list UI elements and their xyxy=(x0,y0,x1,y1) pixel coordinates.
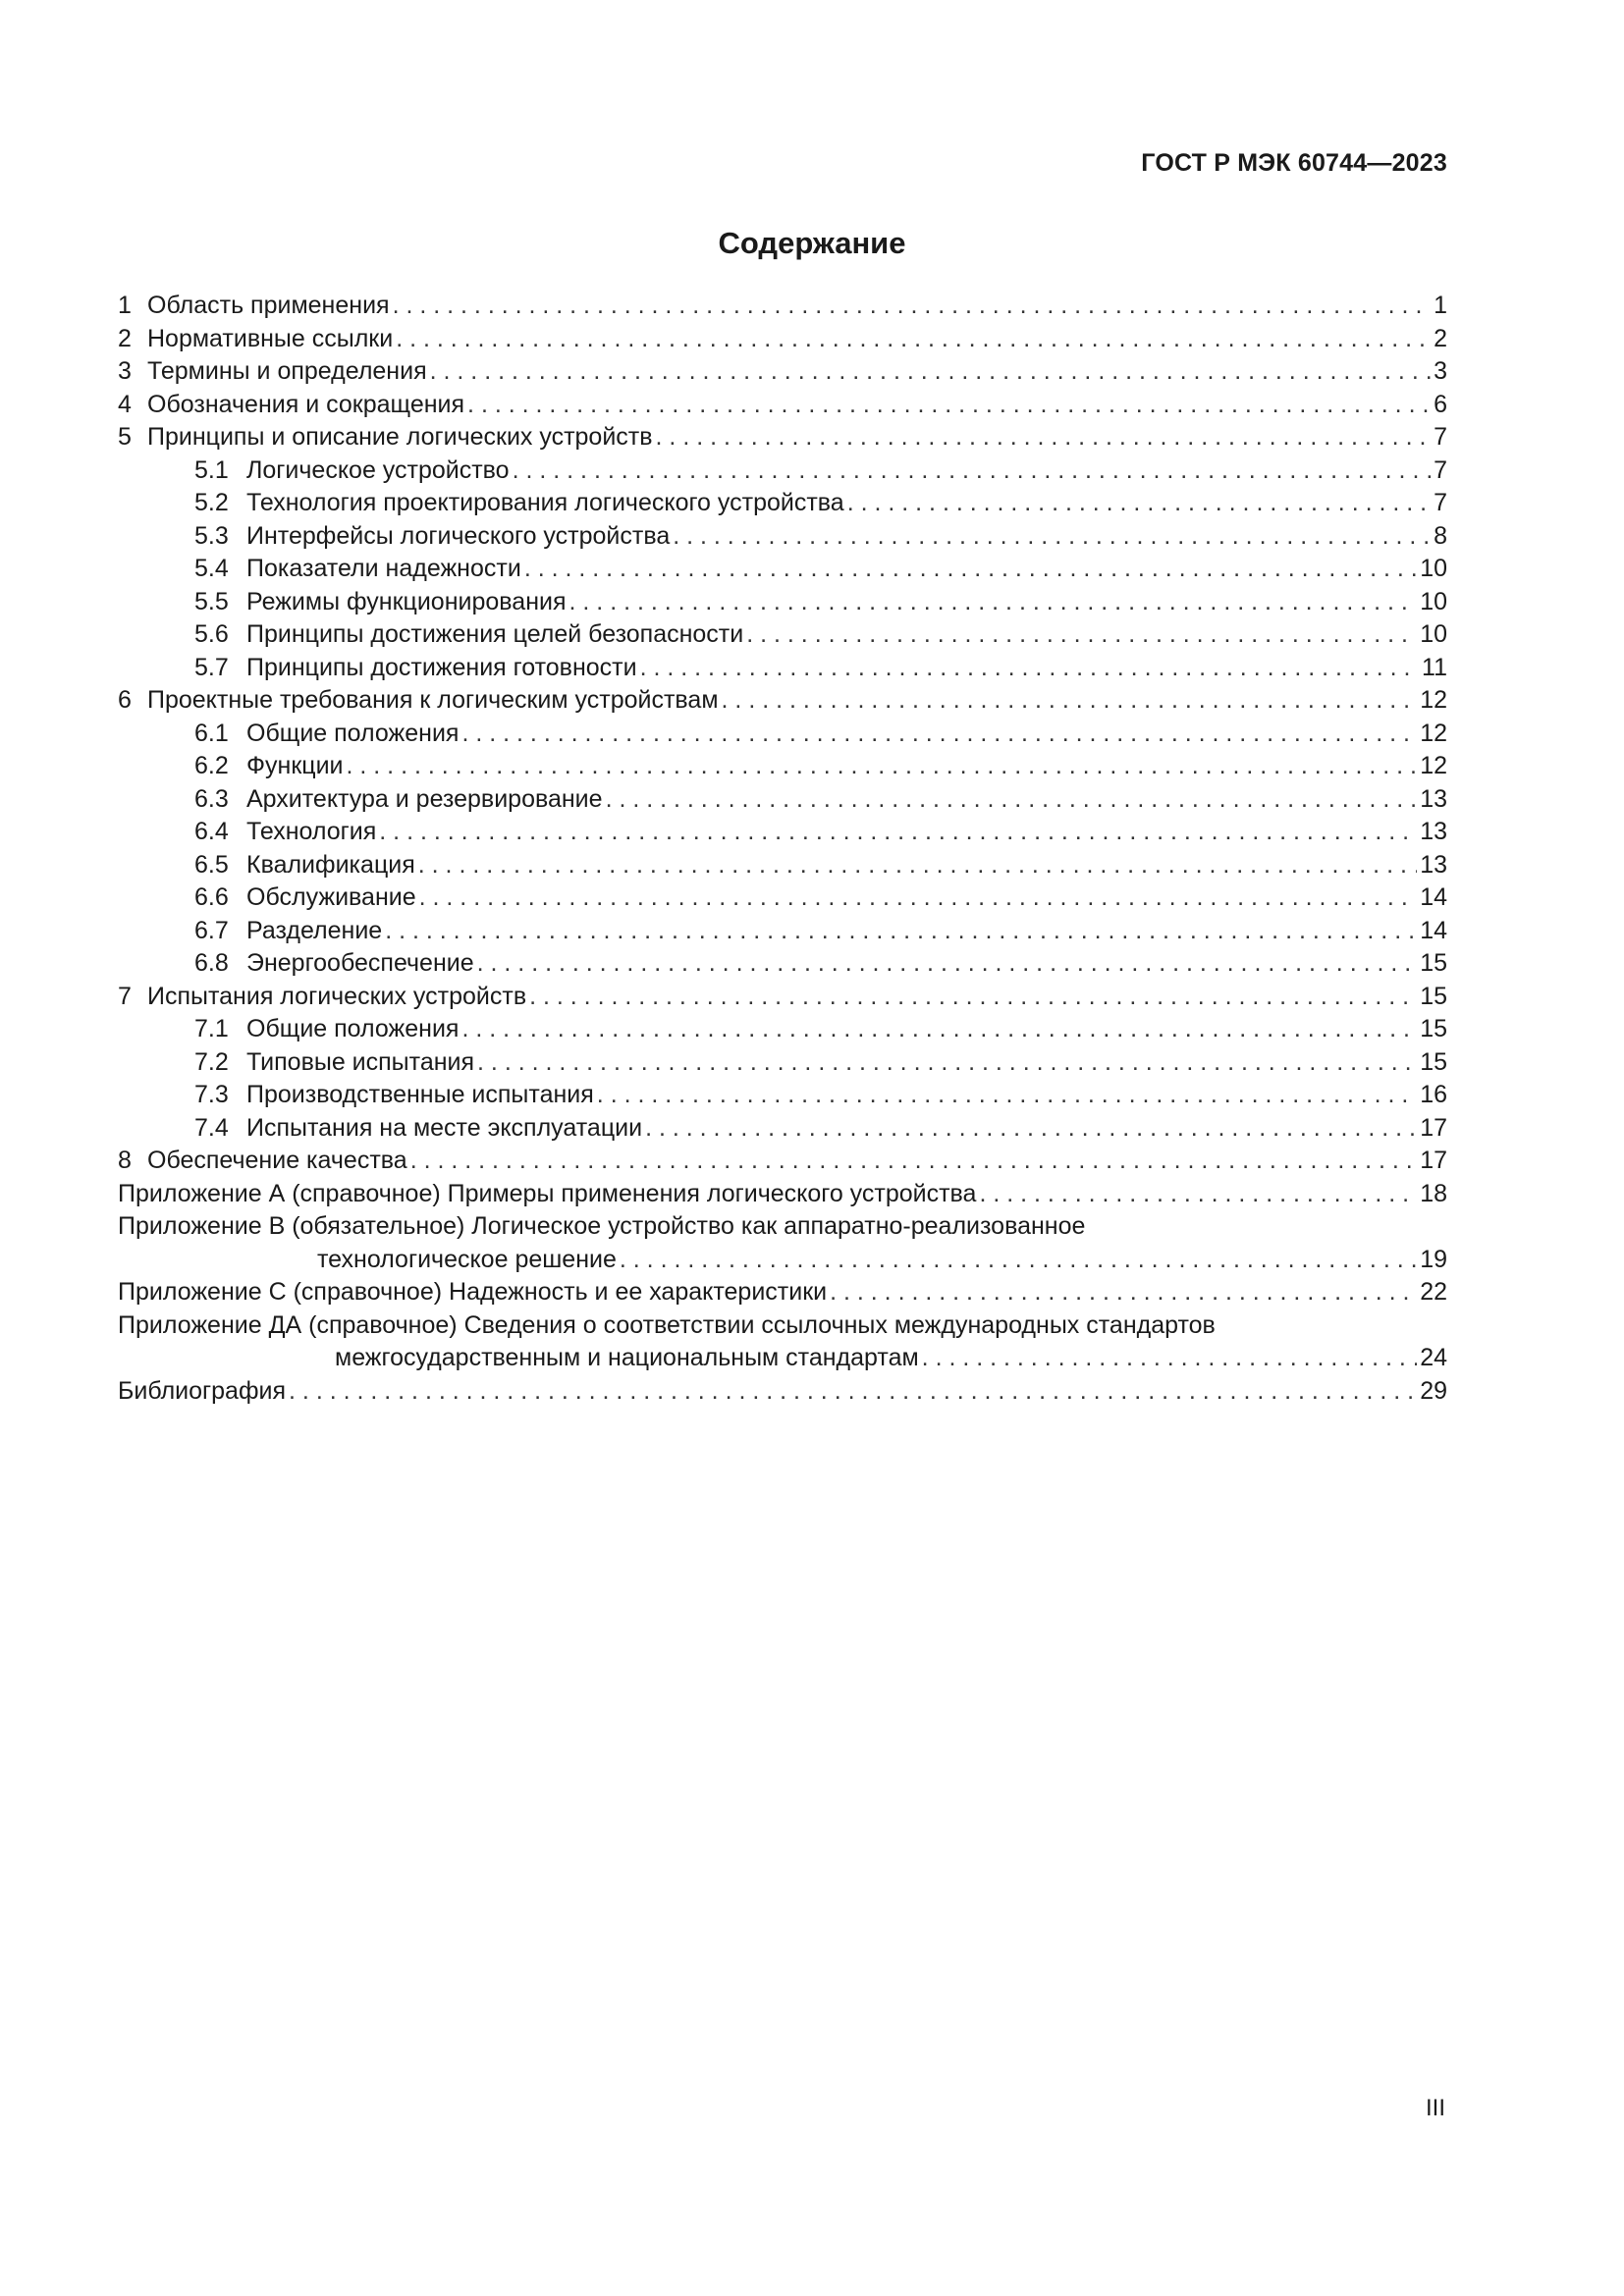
toc-item-page: 24 xyxy=(1420,1344,1447,1371)
toc-annex-da-line1[interactable] xyxy=(118,1309,1447,1343)
toc-item-page: 10 xyxy=(1420,587,1447,615)
toc-item-page: 15 xyxy=(1420,949,1447,977)
dot-leader xyxy=(379,816,1417,849)
toc-item-title: Библиография xyxy=(118,1376,287,1405)
toc-item-title: Обеспечение качества xyxy=(147,1147,407,1174)
toc-annex-da-line2[interactable] xyxy=(118,1342,1447,1375)
toc-subitem[interactable] xyxy=(118,750,1447,783)
toc-item-title: Приложение С (справочное) Надежность и ее характеристики xyxy=(118,1278,828,1306)
dot-leader xyxy=(847,487,1431,520)
toc-item-title: Принципы достижения целей безопасности xyxy=(246,620,744,648)
toc-subitem[interactable] xyxy=(118,454,1447,488)
toc-annex-b-line1[interactable] xyxy=(118,1210,1447,1244)
dot-leader xyxy=(419,881,1418,915)
dot-leader xyxy=(477,1046,1417,1080)
toc-item-page: 15 xyxy=(1420,982,1447,1010)
toc-item-page: 11 xyxy=(1422,653,1447,681)
dot-leader xyxy=(430,355,1431,389)
toc-item[interactable] xyxy=(118,323,1447,356)
toc-item-page: 6 xyxy=(1434,390,1447,418)
toc-item-number: 5.7 xyxy=(194,653,229,681)
dot-leader xyxy=(830,1276,1417,1309)
toc-subitem[interactable] xyxy=(118,520,1447,554)
toc-bibliography[interactable] xyxy=(118,1375,1447,1409)
toc-item-title: Логическое устройство xyxy=(246,455,510,484)
toc-item-title-continuation: технологическое решение xyxy=(317,1245,617,1273)
dot-leader xyxy=(289,1375,1417,1409)
toc-subitem[interactable] xyxy=(118,1079,1447,1112)
toc-item-number: 6.7 xyxy=(194,916,229,944)
toc-item-title: Приложение В (обязательное) Логическое устройство как аппаратно-реализованное xyxy=(118,1212,1086,1240)
toc-item-title: Производственные испытания xyxy=(246,1081,594,1108)
dot-leader xyxy=(620,1244,1417,1277)
toc-item-page: 13 xyxy=(1420,784,1447,813)
toc-item-number: 6.4 xyxy=(194,818,229,845)
dot-leader xyxy=(410,1145,1418,1178)
toc-item-number: 6.6 xyxy=(194,883,229,911)
toc-item-title: Технология xyxy=(246,818,377,845)
toc-item-page: 18 xyxy=(1420,1179,1447,1207)
toc-subitem[interactable] xyxy=(118,1046,1447,1080)
toc-item-number: 2 xyxy=(118,324,132,352)
toc-item-number: 8 xyxy=(118,1147,132,1174)
toc-item-page: 1 xyxy=(1434,292,1447,319)
toc-item-title: Проектные требования к логическим устройствам xyxy=(147,686,719,714)
dot-leader xyxy=(529,981,1417,1014)
toc-item[interactable] xyxy=(118,290,1447,323)
toc-item-title: Типовые испытания xyxy=(246,1047,475,1076)
toc-item-page: 15 xyxy=(1420,1047,1447,1076)
toc-item-number: 5.3 xyxy=(194,521,229,550)
toc-item-page: 14 xyxy=(1420,883,1447,911)
toc-item-number: 1 xyxy=(118,292,132,319)
toc-item-number: 6.3 xyxy=(194,784,229,813)
toc-item[interactable] xyxy=(118,1145,1447,1178)
toc-item-page: 12 xyxy=(1420,752,1447,779)
dot-leader xyxy=(396,323,1431,356)
toc-item-title: Испытания на месте эксплуатации xyxy=(246,1113,643,1142)
toc-item-title: Общие положения xyxy=(246,719,460,747)
dot-leader xyxy=(606,783,1418,817)
toc-subitem[interactable] xyxy=(118,487,1447,520)
dot-leader xyxy=(467,389,1431,422)
toc-item-number: 5.1 xyxy=(194,455,229,484)
toc-item-number: 6.1 xyxy=(194,719,229,747)
toc-item-page: 2 xyxy=(1434,324,1447,352)
toc-item-title: Область применения xyxy=(147,292,390,319)
toc-item-number: 5 xyxy=(118,423,132,451)
toc-item-title: Термины и определения xyxy=(147,357,427,385)
toc-item-page: 13 xyxy=(1420,818,1447,845)
toc-item-title: Энергообеспечение xyxy=(246,949,474,977)
page-title: Содержание xyxy=(718,226,906,260)
document-code: ГОСТ Р МЭК 60744—2023 xyxy=(1141,149,1447,177)
toc-item[interactable] xyxy=(118,389,1447,422)
toc-item-page: 8 xyxy=(1434,521,1447,550)
toc-item-number: 7.4 xyxy=(194,1113,229,1142)
toc-item-title: Общие положения xyxy=(246,1015,460,1042)
toc-item-page: 15 xyxy=(1420,1015,1447,1042)
toc-item-page: 7 xyxy=(1434,489,1447,516)
toc-item-page: 7 xyxy=(1434,423,1447,451)
toc-item-number: 7.2 xyxy=(194,1047,229,1076)
toc-item-title: Разделение xyxy=(246,916,383,944)
toc-subitem[interactable] xyxy=(118,915,1447,948)
toc-subitem[interactable] xyxy=(118,816,1447,849)
toc-item-number: 5.5 xyxy=(194,587,229,615)
toc-item-title: Технология проектирования логического устройства xyxy=(246,489,844,516)
toc-item-title-continuation: межгосударственным и национальным стандартам xyxy=(335,1344,919,1371)
toc-item-title: Квалификация xyxy=(246,850,415,879)
toc-item-page: 17 xyxy=(1420,1113,1447,1142)
toc-item-page: 13 xyxy=(1420,850,1447,879)
dot-leader xyxy=(656,421,1432,454)
toc-item-title: Архитектура и резервирование xyxy=(246,784,603,813)
dot-leader xyxy=(393,290,1432,323)
toc-item[interactable] xyxy=(118,981,1447,1014)
toc-item-title: Приложение А (справочное) Примеры применения логического устройства xyxy=(118,1179,977,1207)
toc-subitem[interactable] xyxy=(118,652,1447,685)
toc-item-title: Принципы достижения готовности xyxy=(246,653,637,681)
toc-item-title: Обозначения и сокращения xyxy=(147,390,465,418)
toc-annex-c[interactable] xyxy=(118,1276,1447,1309)
toc-item-title: Обслуживание xyxy=(246,883,416,911)
table-of-contents xyxy=(118,290,1447,1408)
toc-item-number: 6.2 xyxy=(194,752,229,779)
toc-item-page: 12 xyxy=(1420,686,1447,714)
toc-item-number: 6 xyxy=(118,686,132,714)
toc-subitem[interactable] xyxy=(118,849,1447,882)
toc-subitem[interactable] xyxy=(118,1013,1447,1046)
toc-item-title: Испытания логических устройств xyxy=(147,982,527,1010)
toc-item-page: 14 xyxy=(1420,916,1447,944)
toc-item-number: 6.5 xyxy=(194,850,229,879)
toc-item-page: 10 xyxy=(1420,620,1447,648)
toc-subitem[interactable] xyxy=(118,881,1447,915)
dot-leader xyxy=(477,947,1418,981)
toc-item-number: 5.2 xyxy=(194,489,229,516)
dot-leader xyxy=(418,849,1417,882)
toc-subitem[interactable] xyxy=(118,947,1447,981)
toc-item-number: 5.6 xyxy=(194,620,229,648)
dot-leader xyxy=(385,915,1417,948)
toc-item-page: 16 xyxy=(1420,1081,1447,1108)
toc-item-number: 4 xyxy=(118,390,132,418)
toc-subitem[interactable] xyxy=(118,553,1447,586)
toc-subitem[interactable] xyxy=(118,1112,1447,1146)
toc-item-title: Принципы и описание логических устройств xyxy=(147,423,653,451)
toc-item-title: Приложение ДА (справочное) Сведения о соответствии ссылочных международных стандартов xyxy=(118,1310,1216,1339)
toc-item-page: 29 xyxy=(1420,1376,1447,1405)
toc-subitem[interactable] xyxy=(118,618,1447,652)
dot-leader xyxy=(461,718,1417,751)
toc-item-page: 3 xyxy=(1434,357,1447,385)
toc-annex-b-line2[interactable] xyxy=(118,1244,1447,1277)
toc-item-number: 3 xyxy=(118,357,132,385)
toc-item-page: 10 xyxy=(1420,555,1447,582)
dot-leader xyxy=(746,618,1417,652)
toc-item-title: Нормативные ссылки xyxy=(147,324,394,352)
toc-annex-a[interactable] xyxy=(118,1178,1447,1211)
toc-item-number: 7 xyxy=(118,982,132,1010)
dot-leader xyxy=(979,1178,1417,1211)
toc-item-title: Режимы функционирования xyxy=(246,587,567,615)
toc-item-page: 12 xyxy=(1420,719,1447,747)
dot-leader xyxy=(645,1112,1417,1146)
toc-subitem[interactable] xyxy=(118,718,1447,751)
toc-item[interactable] xyxy=(118,684,1447,718)
toc-item-page: 19 xyxy=(1420,1245,1447,1273)
toc-item-title: Интерфейсы логического устройства xyxy=(246,521,671,550)
toc-item-number: 7.3 xyxy=(194,1081,229,1108)
toc-item-number: 7.1 xyxy=(194,1015,229,1042)
page-number: III xyxy=(1425,2095,1445,2121)
toc-item-page: 22 xyxy=(1420,1278,1447,1306)
toc-subitem[interactable] xyxy=(118,783,1447,817)
dot-leader xyxy=(640,652,1419,685)
dot-leader xyxy=(922,1342,1418,1375)
toc-item-page: 17 xyxy=(1420,1147,1447,1174)
toc-item-page: 7 xyxy=(1434,455,1447,484)
dot-leader xyxy=(461,1013,1417,1046)
dot-leader xyxy=(347,750,1418,783)
toc-item-title: Функции xyxy=(246,752,344,779)
toc-subitem[interactable] xyxy=(118,586,1447,619)
toc-item-title: Показатели надежности xyxy=(246,555,521,582)
dot-leader xyxy=(569,586,1418,619)
dot-leader xyxy=(524,553,1417,586)
dot-leader xyxy=(722,684,1418,718)
toc-item-number: 5.4 xyxy=(194,555,229,582)
dot-leader xyxy=(513,454,1432,488)
toc-item[interactable] xyxy=(118,421,1447,454)
toc-item-number: 6.8 xyxy=(194,949,229,977)
dot-leader xyxy=(673,520,1431,554)
toc-item[interactable] xyxy=(118,355,1447,389)
dot-leader xyxy=(597,1079,1417,1112)
